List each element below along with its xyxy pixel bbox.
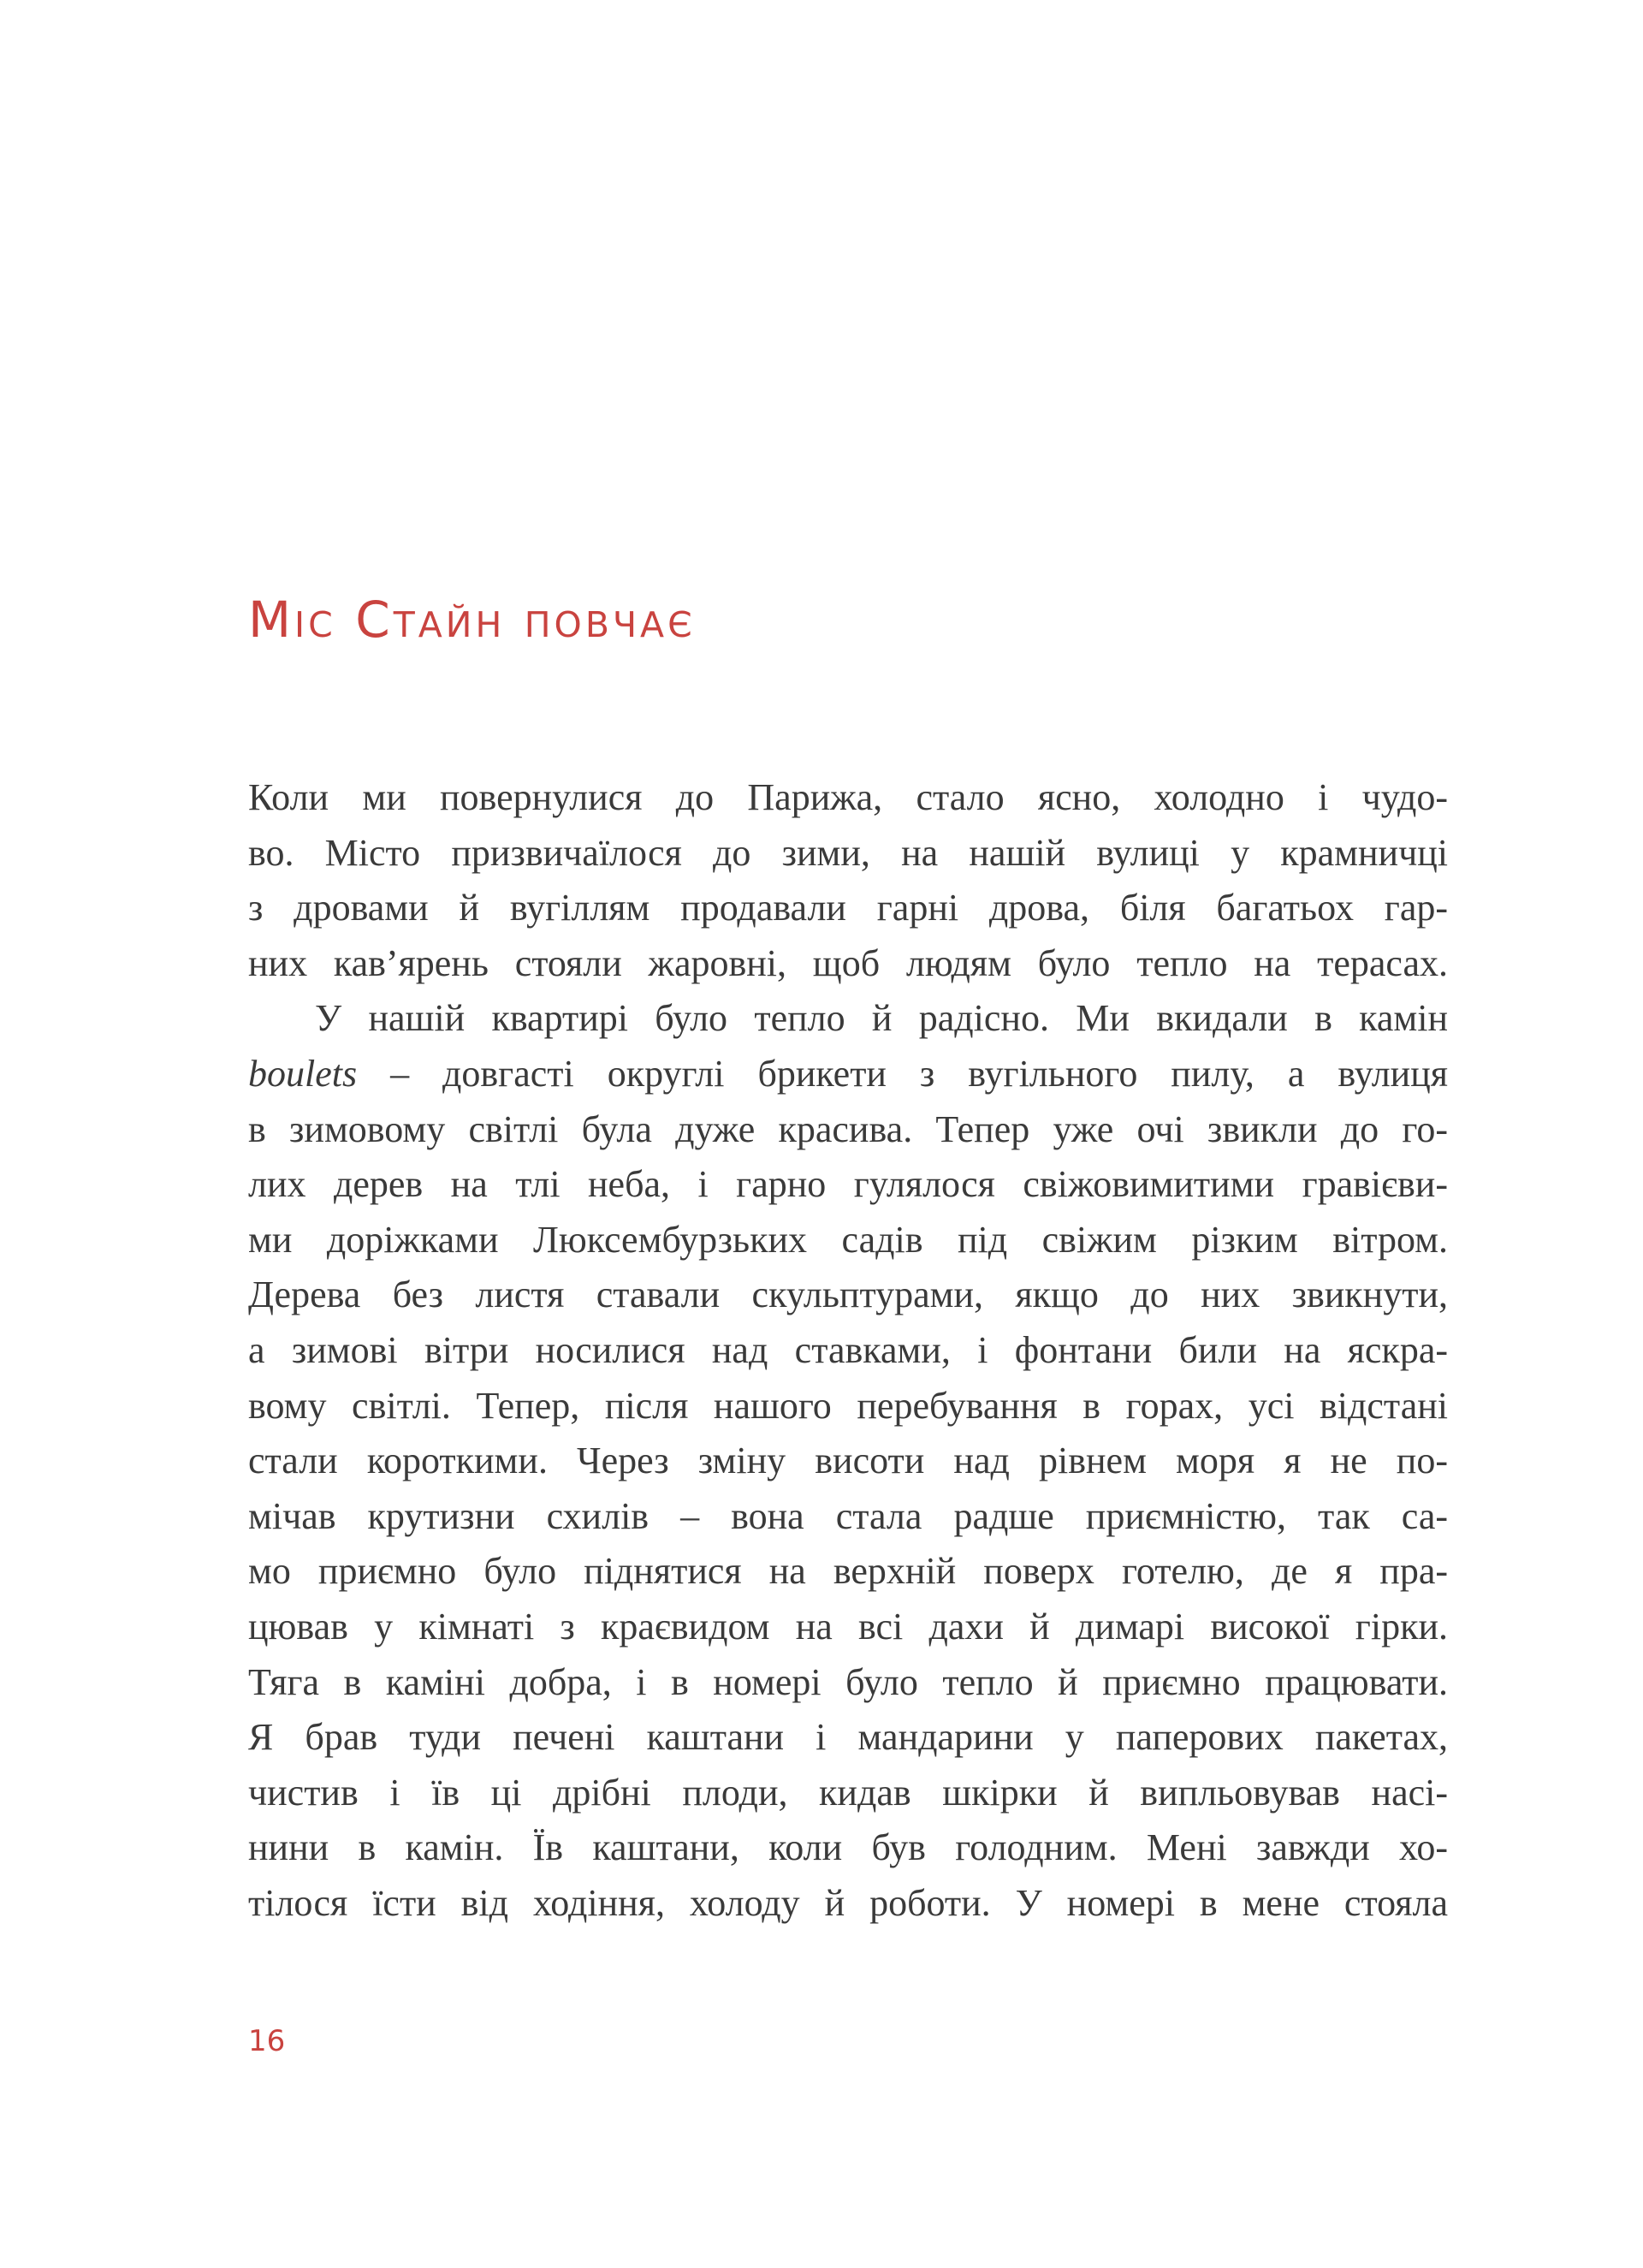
text-line: в зимовому світлі була дуже красива. Тепер уже очі звикли до го- [248,1107,1448,1150]
chapter-title: Міс Стайн повчає [248,591,696,649]
text-line: них кав’ярень стояли жаровні, щоб людям було тепло на терасах. [248,941,1448,984]
text-line: з дровами й вугіллям продавали гарні дрова, біля багатьох гар- [248,887,1448,929]
text-line: чистив і їв ці дрібні плоди, кидав шкірки й випльовував насі- [248,1771,1448,1814]
text-line [248,1047,1448,1102]
text-line: а зимові вітри носилися над ставками, і фонтани били на яскра- [248,1328,1448,1371]
page-number: 16 [248,2024,286,2058]
text-line: лих дерев на тлі неба, і гарно гулялося свіжовимитими гравієви- [248,1163,1448,1206]
text-line: Коли ми повернулися до Парижа, стало ясно, холодно і чудо- [248,776,1448,818]
text-line: мічав крутизни схилів – вона стала радше приємністю, так са- [248,1494,1448,1537]
italic-word: boulets [248,1052,358,1095]
body-text [248,770,1448,1931]
text-line: вому світлі. Тепер, після нашого перебування в горах, усі відстані [248,1384,1448,1427]
text-line: тілося їсти від ходіння, холоду й роботи. У номері в мене стояла [248,1881,1448,1924]
text-line: Тяга в каміні добра, і в номері було тепло й приємно працювати. [248,1660,1448,1703]
text-line: стали короткими. Через зміну висоти над рівнем моря я не по- [248,1440,1448,1482]
text-line: Я брав туди печені каштани і мандарини у паперових пакетах, [248,1716,1448,1759]
text-line: мо приємно було піднятися на верхній поверх готелю, де я пра- [248,1550,1448,1593]
text-line: Дерева без листя ставали скульптурами, якщо до них звикнути, [248,1274,1448,1316]
text-line: цював у кімнаті з краєвидом на всі дахи й димарі високої гірки. [248,1605,1448,1648]
text-line-paragraph-start: У нашій квартирі було тепло й радісно. Ми вкидали в камін [315,997,1448,1040]
text-line-rest: – довгасті округлі брикети з вугільного пилу, а вулиця [357,1052,1448,1095]
text-line: во. Місто призвичаїлося до зими, на нашій вулиці у крамничці [248,831,1448,874]
text-line: нини в камін. Їв каштани, коли був голодним. Мені завжди хо- [248,1826,1448,1869]
text-line: ми доріжками Люксембурзьких садів під свіжим різким вітром. [248,1218,1448,1261]
